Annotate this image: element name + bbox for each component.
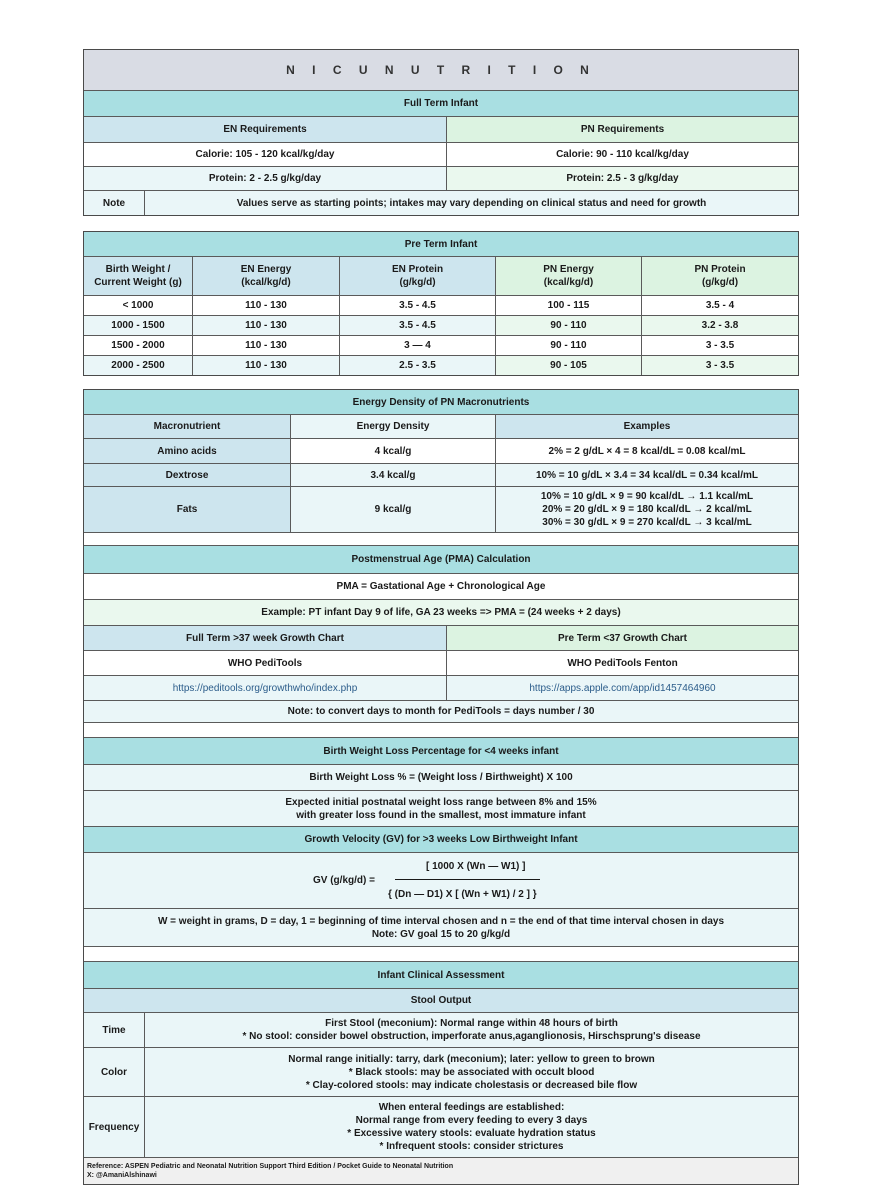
assessment-line: When enteral feedings are established: [378, 1102, 565, 1113]
col-pn-energy [495, 257, 641, 295]
table-row [84, 1096, 798, 1157]
cell: 3.5 - 4 [641, 296, 798, 315]
assessment-line: Normal range initially: tarry, dark (meconium); later: yellow to green to brown [288, 1053, 655, 1065]
example-line: 30% = 30 g/dL × 9 = 270 kcal/dL → 3 kcal/mL [542, 517, 752, 528]
pre-term-link[interactable]: https://apps.apple.com/app/id1457464960 [446, 676, 798, 700]
assessment-line: * Infrequent stools: consider strictures [379, 1141, 564, 1152]
full-term-link[interactable]: https://peditools.org/growthwho/index.php [84, 676, 446, 700]
peditools-note: Note: to convert days to month for PediTools = days number / 30 [84, 701, 798, 722]
assessment-line: * Clay-colored stools: may indicate cholestasis or decreased bile flow [305, 1079, 638, 1091]
spacer [84, 947, 798, 961]
full-term-header: Full Term Infant [84, 91, 798, 116]
table-row [84, 335, 798, 355]
cell: 3 - 3.5 [641, 336, 798, 355]
cell: 3.4 kcal/g [290, 464, 495, 486]
cell: 90 - 105 [495, 356, 641, 375]
nicu-nutrition-sheet [83, 49, 799, 1185]
col-energy-density: Energy Density [290, 415, 495, 438]
stool-output-header: Stool Output [84, 989, 798, 1012]
cell [495, 487, 798, 532]
table-row [84, 355, 798, 375]
pre-term-header: Pre Term Infant [84, 232, 798, 256]
reference-handle: X: @AmaniAlshinawi [87, 1172, 157, 1179]
gv-lhs: GV (g/kg/d) = [313, 875, 375, 886]
cell: 9 kcal/g [290, 487, 495, 532]
col-en-protein-line2: (g/kg/d) [399, 277, 436, 288]
pma-formula: PMA = Gastational Age + Chronological Age [84, 574, 798, 599]
cell: 2000 - 2500 [84, 356, 192, 375]
col-en-protein-line1: EN Protein [391, 264, 444, 275]
pn-requirements-header: PN Requirements [446, 117, 798, 142]
en-calorie: Calorie: 105 - 120 kcal/kg/day [84, 143, 446, 166]
table-row [84, 486, 798, 532]
cell: Fats [84, 487, 290, 532]
gv-header: Growth Velocity (GV) for >3 weeks Low Birthweight Infant [84, 827, 798, 852]
row-content-color [144, 1048, 798, 1096]
full-term-tool: WHO PediTools [84, 651, 446, 675]
full-term-section [83, 49, 799, 216]
reference-line: Reference: ASPEN Pediatric and Neonatal Nutrition Support Third Edition / Pocket Guide to Neonatal Nutrition [87, 1163, 454, 1170]
cell: 2.5 - 3.5 [339, 356, 495, 375]
cell: 3.2 - 3.8 [641, 316, 798, 335]
note-text: Values serve as starting points; intakes may vary depending on clinical status and need for growth [144, 191, 798, 215]
cell: 3.5 - 4.5 [339, 316, 495, 335]
example-line: 10% = 10 g/dL × 9 = 90 kcal/dL → 1.1 kcal/mL [540, 491, 754, 502]
cell: 3 — 4 [339, 336, 495, 355]
example-line: 20% = 20 g/dL × 9 = 180 kcal/dL → 2 kcal/mL [542, 504, 752, 515]
table-row [84, 315, 798, 335]
gv-legend [84, 909, 798, 946]
pre-term-chart: Pre Term <37 Growth Chart [446, 626, 798, 650]
assessment-line: * No stool: consider bowel obstruction, imperforate anus,aganglionosis, Hirschsprung's disease [242, 1031, 701, 1042]
calculations-section [83, 389, 799, 1185]
gv-formula [84, 853, 798, 908]
en-requirements-header: EN Requirements [84, 117, 446, 142]
row-label-frequency: Frequency [84, 1097, 144, 1157]
cell: 1000 - 1500 [84, 316, 192, 335]
table-row [84, 295, 798, 315]
cell: Amino acids [84, 439, 290, 463]
weight-loss-header: Birth Weight Loss Percentage for <4 weeks infant [84, 738, 798, 764]
page-title: N I C U N U T R I T I O N [84, 50, 798, 90]
pre-term-section [83, 231, 799, 376]
cell: 110 - 130 [192, 316, 339, 335]
note-label: Note [84, 191, 144, 215]
gv-numerator: [ 1000 X (Wn — W1) ] [426, 861, 526, 872]
table-row [84, 438, 798, 463]
cell: 3 - 3.5 [641, 356, 798, 375]
table-row [84, 1047, 798, 1096]
gv-legend-line: Note: GV goal 15 to 20 g/kg/d [371, 928, 511, 940]
gv-legend-line: W = weight in grams, D = day, 1 = beginning of time interval chosen and n = the end of that time interval chosen in days [157, 915, 725, 927]
assessment-line: Normal range from every feeding to every 3 days [355, 1115, 588, 1126]
cell: 2% = 2 g/dL × 4 = 8 kcal/dL = 0.08 kcal/mL [495, 439, 798, 463]
row-label-color: Color [84, 1048, 144, 1096]
col-birth-weight [84, 257, 192, 295]
expected-line: with greater loss found in the smallest, most immature infant [296, 809, 586, 821]
col-en-energy-line1: EN Energy [240, 264, 292, 275]
cell: 110 - 130 [192, 336, 339, 355]
cell: 110 - 130 [192, 296, 339, 315]
table-row [84, 1012, 798, 1047]
full-term-chart: Full Term >37 week Growth Chart [84, 626, 446, 650]
assessment-line: * Black stools: may be associated with occult blood [348, 1066, 595, 1078]
pn-protein: Protein: 2.5 - 3 g/kg/day [446, 167, 798, 190]
spacer [84, 533, 798, 545]
cell: 3.5 - 4.5 [339, 296, 495, 315]
col-pn-protein-line1: PN Protein [694, 264, 746, 275]
reference-footer [84, 1158, 798, 1184]
cell: 100 - 115 [495, 296, 641, 315]
cell: Dextrose [84, 464, 290, 486]
cell: 4 kcal/g [290, 439, 495, 463]
pre-term-tool: WHO PediTools Fenton [446, 651, 798, 675]
assessment-header: Infant Clinical Assessment [84, 962, 798, 988]
cell: 110 - 130 [192, 356, 339, 375]
assessment-line: First Stool (meconium): Normal range within 48 hours of birth [325, 1018, 618, 1029]
cell: 1500 - 2000 [84, 336, 192, 355]
energy-density-header: Energy Density of PN Macronutrients [84, 390, 798, 414]
weight-loss-formula: Birth Weight Loss % = (Weight loss / Birthweight) X 100 [84, 765, 798, 790]
row-content-frequency [144, 1097, 798, 1157]
table-row [84, 463, 798, 486]
spacer [84, 723, 798, 737]
row-label-time: Time [84, 1013, 144, 1047]
col-birth-weight-line2: Current Weight (g) [94, 277, 182, 288]
pn-calorie: Calorie: 90 - 110 kcal/kg/day [446, 143, 798, 166]
pma-header: Postmenstrual Age (PMA) Calculation [84, 546, 798, 573]
row-content-time [144, 1013, 798, 1047]
cell: 90 - 110 [495, 336, 641, 355]
col-birth-weight-line1: Birth Weight / [105, 264, 171, 275]
cell: < 1000 [84, 296, 192, 315]
pma-example: Example: PT infant Day 9 of life, GA 23 weeks => PMA = (24 weeks + 2 days) [84, 600, 798, 625]
col-pn-energy-line1: PN Energy [543, 264, 594, 275]
en-protein: Protein: 2 - 2.5 g/kg/day [84, 167, 446, 190]
gv-denominator: { (Dn — D1) X [ (Wn + W1) / 2 ] } [388, 889, 537, 900]
col-pn-protein-line2: (g/kg/d) [701, 277, 739, 288]
cell: 90 - 110 [495, 316, 641, 335]
col-pn-protein [641, 257, 798, 295]
expected-line: Expected initial postnatal weight loss range between 8% and 15% [285, 796, 597, 808]
col-en-energy [192, 257, 339, 295]
gv-fraction-bar: ———————————————— [395, 874, 539, 885]
cell: 10% = 10 g/dL × 3.4 = 34 kcal/dL = 0.34 kcal/mL [495, 464, 798, 486]
col-en-energy-line2: (kcal/kg/d) [241, 277, 291, 288]
col-macronutrient: Macronutrient [84, 415, 290, 438]
weight-loss-expected [84, 791, 798, 826]
col-pn-energy-line2: (kcal/kg/d) [543, 277, 594, 288]
assessment-line: * Excessive watery stools: evaluate hydration status [347, 1128, 596, 1139]
col-en-protein [339, 257, 495, 295]
col-examples: Examples [495, 415, 798, 438]
